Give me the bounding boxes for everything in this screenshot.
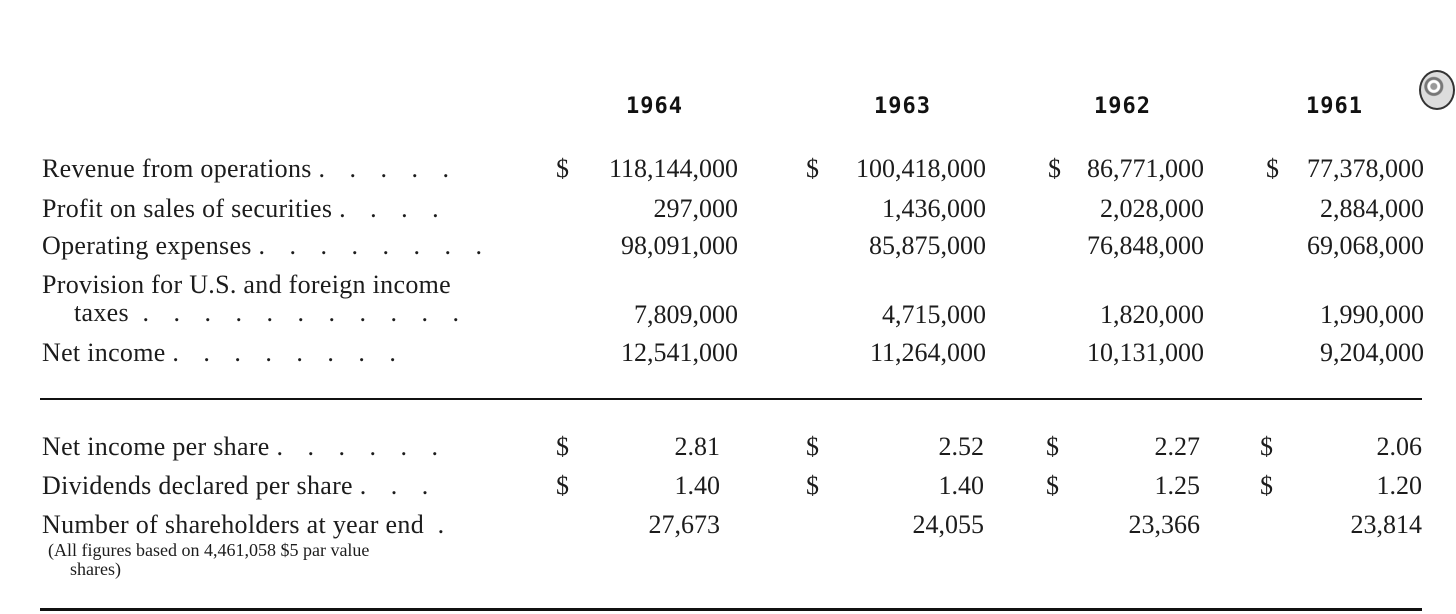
cell-value: 86,771,000 [1087, 154, 1204, 183]
row-label-dividends-per-share: Dividends declared per share . . . [42, 471, 438, 500]
cell-value: 2.27 [1154, 432, 1200, 461]
dollar-sign: $ [1260, 471, 1273, 500]
cell-value: 77,378,000 [1307, 154, 1424, 183]
cell-value: 2.06 [1376, 432, 1422, 461]
year-header-1964: 1964 [626, 94, 683, 119]
dollar-sign: $ [806, 432, 819, 461]
row-label-provision-taxes-cont: taxes . . . . . . . . . . . [74, 298, 469, 327]
cell-value: 98,091,000 [621, 231, 738, 260]
cell-value: 9,204,000 [1320, 338, 1424, 367]
cell-value: 2,884,000 [1320, 194, 1424, 223]
cell-value: 12,541,000 [621, 338, 738, 367]
dollar-sign: $ [1046, 471, 1059, 500]
year-header-1962: 1962 [1094, 94, 1151, 119]
dollar-sign: $ [1266, 154, 1279, 183]
cell-value: 1.20 [1376, 471, 1422, 500]
cell-value: 10,131,000 [1087, 338, 1204, 367]
cell-value: 1,820,000 [1100, 300, 1204, 329]
dollar-sign: $ [556, 432, 569, 461]
cell-value: 23,366 [1128, 510, 1200, 539]
cell-value: 24,055 [912, 510, 984, 539]
cell-value: 1,436,000 [882, 194, 986, 223]
cell-value: 7,809,000 [634, 300, 738, 329]
row-label-provision-taxes: Provision for U.S. and foreign income [42, 270, 451, 299]
divider-rule [40, 398, 1422, 400]
year-header-1961: 1961 [1306, 94, 1363, 119]
row-label-net-income: Net income . . . . . . . . [42, 338, 405, 367]
cell-value: 85,875,000 [869, 231, 986, 260]
dollar-sign: $ [1048, 154, 1061, 183]
cell-value: 4,715,000 [882, 300, 986, 329]
cell-value: 2.81 [674, 432, 720, 461]
cell-value: 1.40 [674, 471, 720, 500]
cell-value: 297,000 [653, 194, 738, 223]
footnote-line-1: (All figures based on 4,461,058 $5 par value [48, 540, 370, 560]
cell-value: 27,673 [648, 510, 720, 539]
cell-value: 100,418,000 [856, 154, 986, 183]
cell-value: 1.40 [938, 471, 984, 500]
row-label-operating-expenses: Operating expenses . . . . . . . . [42, 231, 492, 260]
cell-value: 23,814 [1350, 510, 1422, 539]
seal-stamp [1419, 70, 1455, 110]
row-label-net-income-per-share: Net income per share . . . . . . [42, 432, 447, 461]
cell-value: 2,028,000 [1100, 194, 1204, 223]
row-label-revenue: Revenue from operations . . . . . [42, 154, 459, 183]
year-header-1963: 1963 [874, 94, 931, 119]
cell-value: 1,990,000 [1320, 300, 1424, 329]
dollar-sign: $ [806, 471, 819, 500]
dollar-sign: $ [556, 154, 569, 183]
cell-value: 118,144,000 [608, 154, 738, 183]
bottom-rule [40, 608, 1422, 611]
cell-value: 69,068,000 [1307, 231, 1424, 260]
dollar-sign: $ [1046, 432, 1059, 461]
dollar-sign: $ [556, 471, 569, 500]
cell-value: 76,848,000 [1087, 231, 1204, 260]
cell-value: 11,264,000 [869, 338, 986, 367]
row-label-profit-securities: Profit on sales of securities . . . . [42, 194, 448, 223]
cell-value: 1.25 [1154, 471, 1200, 500]
dollar-sign: $ [1260, 432, 1273, 461]
cell-value: 2.52 [938, 432, 984, 461]
row-label-shareholders: Number of shareholders at year end . [42, 510, 445, 539]
footnote-line-2: shares) [70, 559, 121, 579]
dollar-sign: $ [806, 154, 819, 183]
